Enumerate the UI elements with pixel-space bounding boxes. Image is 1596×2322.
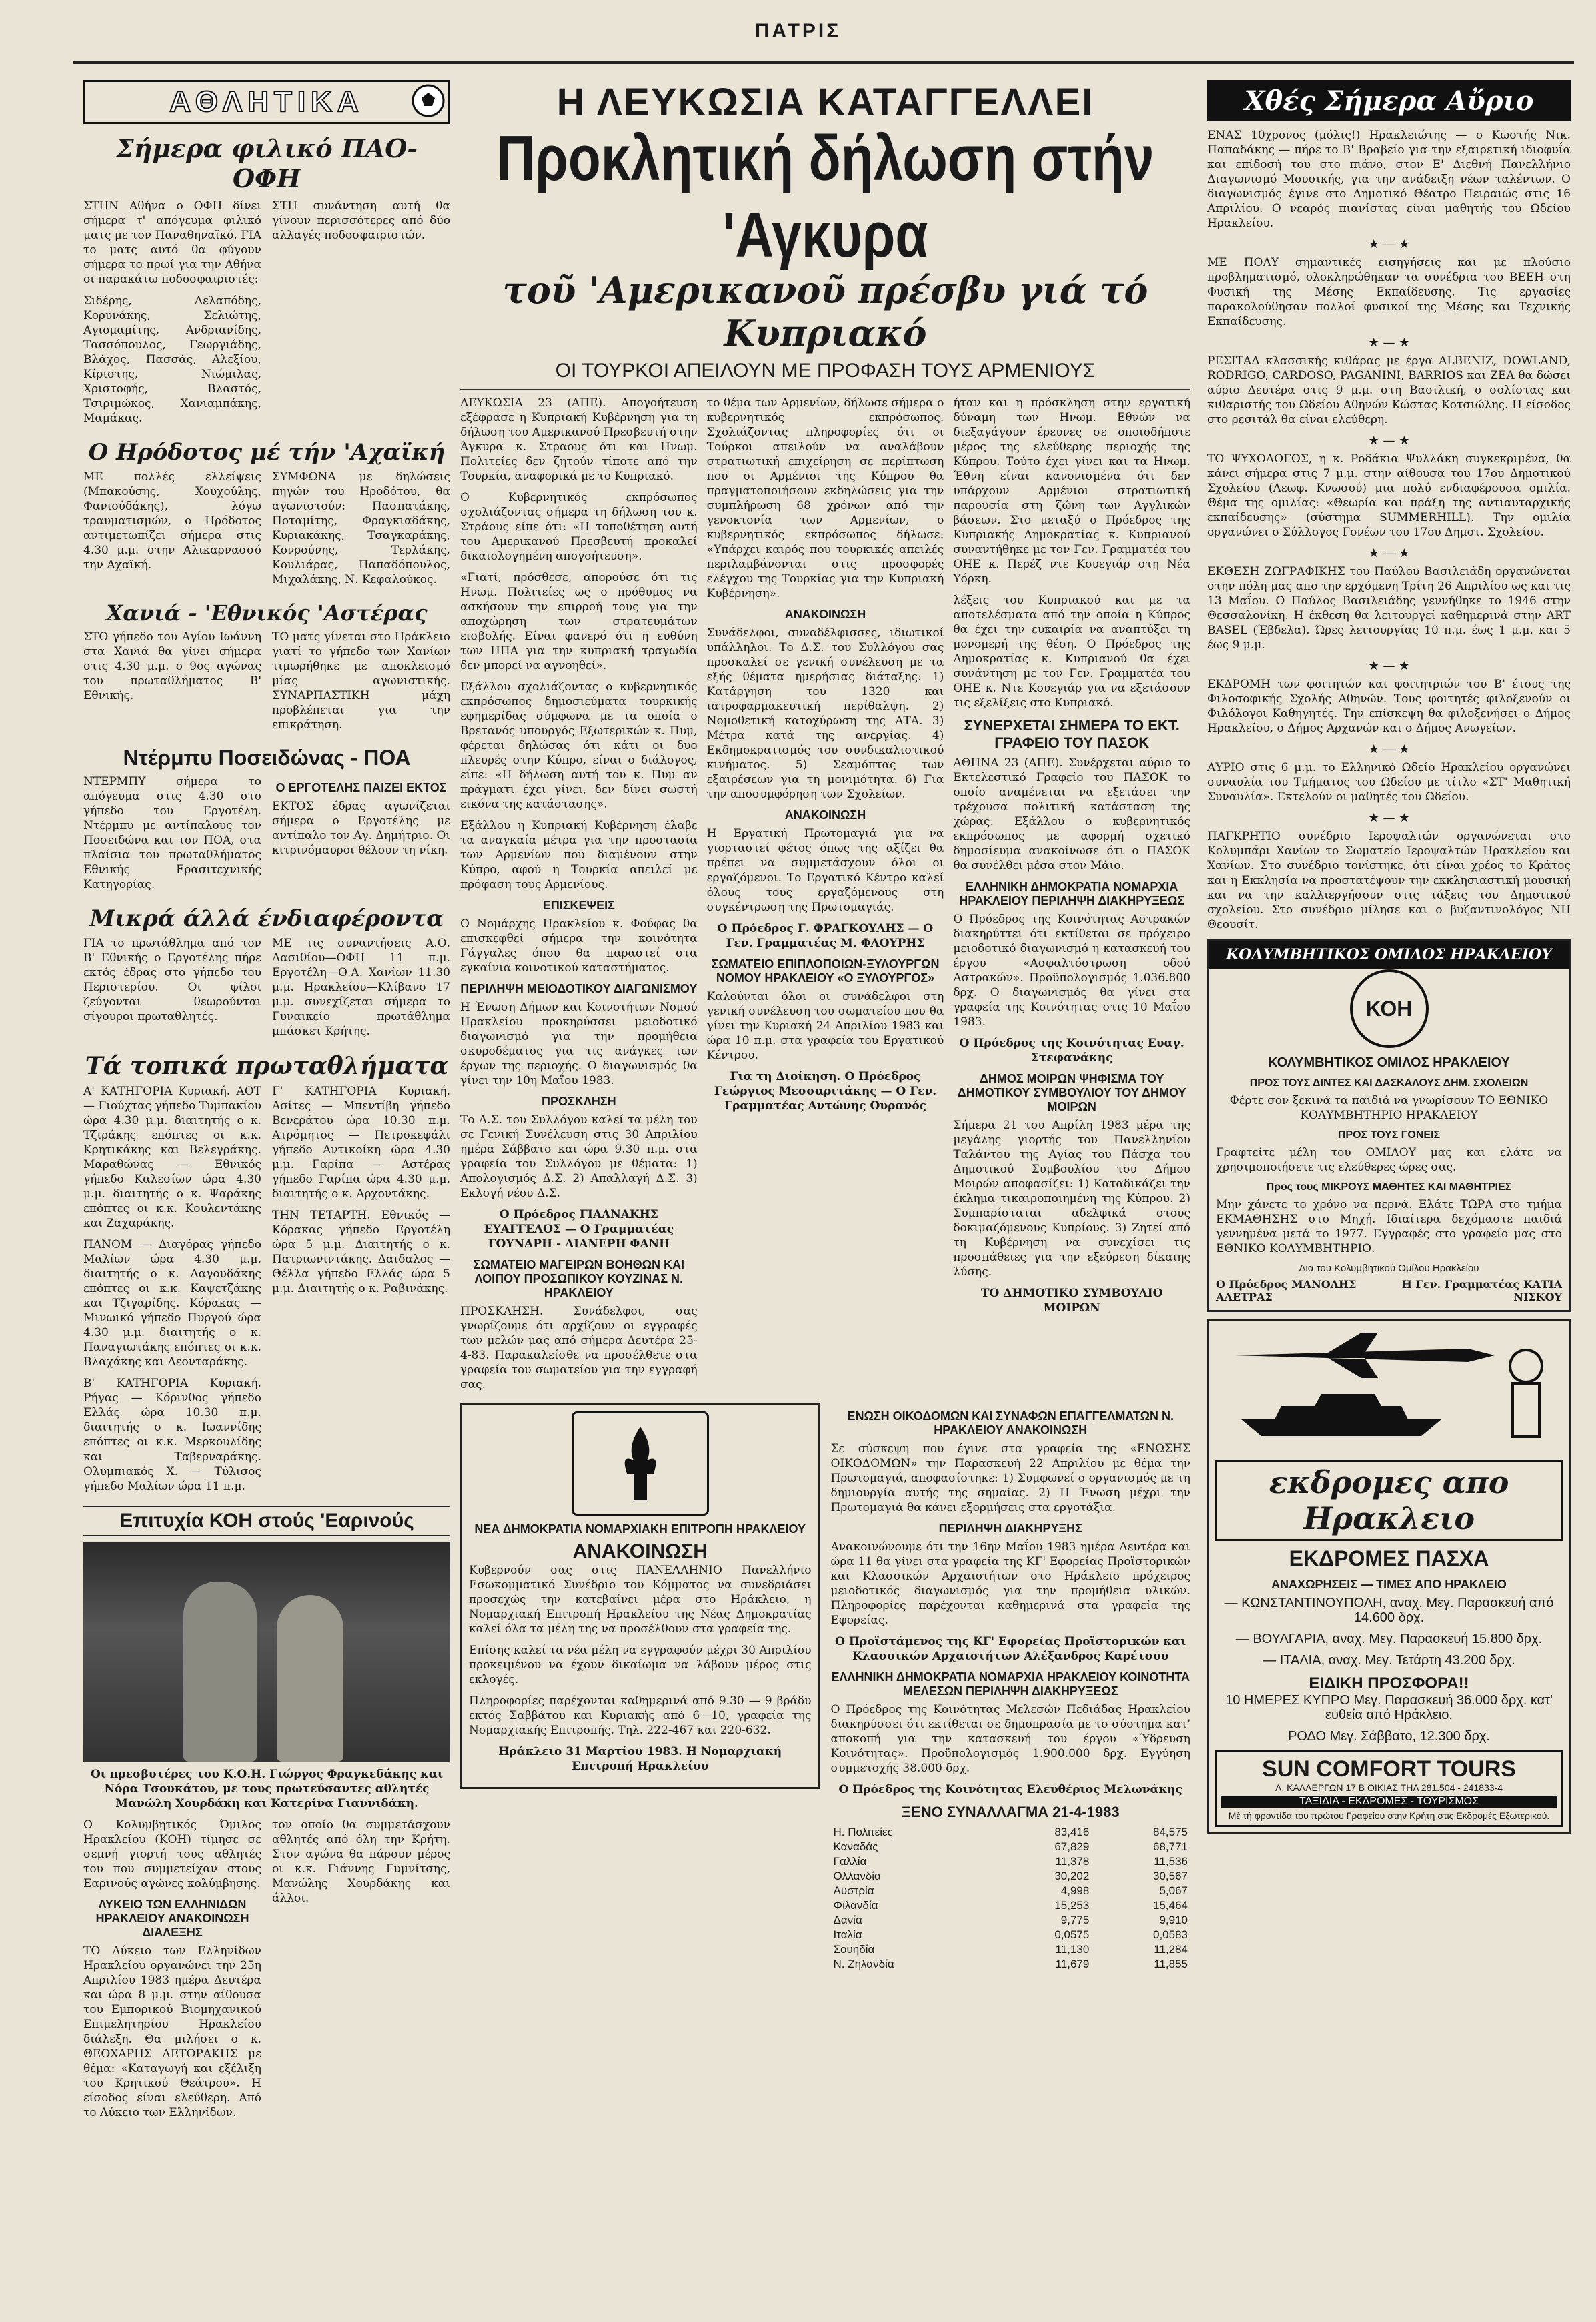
main-headline: Προκλητική δήλωση στήν 'Αγκυρα: [496, 122, 1154, 271]
fx-row: [831, 1928, 1191, 1942]
oikodomon-text: Σε σύσκεψη που έγινε στα γραφεία της «ΕΝΩΣΗΣ ΟΙΚΟΔΟΜΩΝ» την Παρασκευή 22 Απριλίου με θέμα την Πρωτομαγιά, αποφασίστηκε: 1) Συμφωνεί ο οργανισμός με τη δημιουργία αυτής της σημαίας. 2) Η Ένωση μέχρι την Πρωτομαγιά θα κάνει εξορμήσεις στα εργοτάξια.: [830, 1442, 1190, 1514]
oikodomon-heading: ΕΝΩΣΗ ΟΙΚΟΔΟΜΩΝ ΚΑΙ ΣΥΝΑΦΩΝ ΕΠΑΓΓΕΛΜΑΤΩΝ Ν. ΗΡΑΚΛΕΙΟΥ ΑΝΑΚΟΙΝΩΣΗ: [847, 1409, 1174, 1437]
nomarxia1-signature: Ο Πρόεδρος της Κοινότητας Ευαγ. Στεφανάκης: [959, 1037, 1184, 1065]
koh-logo-text: ΚΟΗ: [1365, 996, 1413, 1021]
airplane-icon: [1228, 1329, 1508, 1382]
fx-currency: Αυστρία: [833, 1884, 874, 1897]
masthead: ΠΑΤΡΙΣ: [754, 20, 842, 42]
dimos-signature: ΤΟ ΔΗΜΟΤΙΚΟ ΣΥΜΒΟΥΛΙΟ ΜΟΙΡΩΝ: [980, 1287, 1163, 1315]
topika-text-1: Α' ΚΑΤΗΓΟΡΙΑ Κυριακή. ΑΟΤ — Γιούχτας γήπεδο Τυμπακίου ώρα 4.30 μ.μ. διαιτητής ο κ. Τζιράκης επόπτες οι κ.κ. Κρητικάκης και Βελεγράκης. Μαραθώνας — Εθνικός γήπεδο Καλεσίων ώρα 4.30 μ.μ. διαιτητής ο κ. Ψαράκης επόπτες οι κ.κ. Κουλεντάκης και Ζαχαράκης.: [83, 1085, 261, 1230]
perihlipsi-text: Η Ένωση Δήμων και Κοινοτήτων Νομού Ηρακλείου προκηρύσσει μειοδοτικό διαγωνισμό για την προμήθεια σκυροδέματος για τις ανάγκες των έργων της περιοχής. Ο διαγωνισμός θα γίνει την 10η Μαΐου 1983.: [460, 1001, 698, 1087]
top-rule: [73, 61, 1574, 64]
fx-currency: Η. Πολιτείες: [833, 1826, 893, 1838]
chania-text-1: ΣΤΟ γήπεδο του Αγίου Ιωάννη στα Χανιά θα γίνει σήμερα στις 4.30 μ.μ. ο 9ος αγώνας του πρωταθλήματος Β' Εθνικής.: [83, 630, 261, 702]
fx-row: [831, 1898, 1191, 1913]
fx-row: [831, 1913, 1191, 1928]
lead-text-2: Ο Κυβερνητικός εκπρόσωπος σχολιάζοντας σήμερα τη δήλωση του κ. Στράους είπε ότι: «Η τοποθέτηση αυτή του Αμερικανού Πρεσβευτή προκαλεί δικαιολογημένη απογοήτευση».: [460, 491, 698, 563]
nomarxia1-heading: ΕΛΛΗΝΙΚΗ ΔΗΜΟΚΡΑΤΙΑ ΝΟΜΑΡΧΙΑ ΗΡΑΚΛΕΙΟΥ ΠΕΡΙΛΗΨΗ ΔΙΑΚΗΡΥΞΕΩΣ: [959, 880, 1185, 907]
dilosi-text-2: λέξεις του Κυπριακού και με τα αποτελέσματα από την οποία η Κύπρος θα έχει την ευκαιρία να αναπτύξει τη μονομερή της θέση. Ο Πρόεδρος της Δημοκρατίας κ. Κυπριανού θα έχει συνάντηση με τον Γεν. Γραμματέα του ΟΗΕ κ. Ντε Κουεγιάρ για να εξετάσουν τις εξελίξεις στο Κυπριακό.: [953, 594, 1191, 710]
fx-currency: Ν. Ζηλανδία: [833, 1958, 894, 1970]
koh-text: Ο Κολυμβητικός Όμιλος Ηρακλείου (ΚΟΗ) τίμησε σε σεμνή γιορτή τους αθλητές του που συμμετείχαν στους Εαρινούς αγώνες κολύμβησης.: [83, 1818, 261, 1890]
tour-line-1: — ΚΩΝΣΤΑΝΤΙΝΟΥΠΟΛΗ, αναχ. Μεγ. Παρασκευή από 14.600 δρχ.: [1224, 1596, 1554, 1625]
koh-ad-text-1: Φέρτε σον ξεκινά τα παιδιά να γνωρίσουν ΤΟ ΕΘΝΙΚΟ ΚΟΛΥΜΒΗΤΗΡΙΟ ΗΡΑΚΛΕΙΟΥ: [1229, 1094, 1549, 1122]
fx-sell: 30,567: [1153, 1870, 1188, 1882]
nomarxia2-heading: ΕΛΛΗΝΙΚΗ ΔΗΜΟΚΡΑΤΙΑ ΝΟΜΑΡΧΙΑ ΗΡΑΚΛΕΙΟΥ ΚΟΙΝΟΤΗΤΑ ΜΕΛΕΣΩΝ ΠΕΡΙΛΗΨΗ ΔΙΑΚΗΡΥΞΕΩΣ: [831, 1670, 1190, 1698]
main-deck: ΟΙ ΤΟΥΡΚΟΙ ΑΠΕΙΛΟΥΝ ΜΕ ΠΡΟΦΑΣΗ ΤΟΥΣ ΑΡΜΕΝΙΟΥΣ: [555, 360, 1096, 382]
synercheitai-text: ΑΘΗΝΑ 23 (ΑΠΕ). Συνέρχεται αύριο το Εκτελεστικό Γραφείο του ΠΑΣΟΚ το οποίο αναμένεται να εξετάσει την τρέχουσα πολιτική κατάσταση της χώρας. Εξάλλου ο κυβερνητικός εκπρόσωπος με αφορμή σχετικό δημοσίευμα ανακοίνωσε ότι ο ΠΑΣΟΚ θα συνέλθει μέσα στον Μάιο.: [953, 756, 1191, 873]
chronicle-banner-text: Χθές Σήμερα Αὔριο: [1244, 85, 1534, 117]
lykeio-text: ΤΟ Λύκειο των Ελληνίδων Ηρακλείου οργανώνει την 25η Απριλίου 1983 ημέρα Δευτέρα και ώρα 8 μ.μ. στην αίθουσα του Εμπορικού Βιομηχανικού Επιμελητηρίου Ηρακλείου διάλεξη. Θα μιλήσει ο κ. ΘΕΟΧΑΡΗΣ ΔΕΤΟΡΑΚΗΣ με θέμα: «Καταγωγή και εξέλιξη του Κρητικού Θεάτρου». Η είσοδος είναι ελεύθερη. Από το Λύκειο των Ελληνίδων.: [83, 1944, 261, 2119]
somateio2-signature: Για τη Διοίκηση. Ο Πρόεδρος Γεώργιος Μεσσαριτάκης — Ο Γεν. Γραμματέας Αντώνης Ουρανός: [714, 1070, 937, 1113]
koh-ad: [1207, 939, 1571, 1312]
column-main: [460, 80, 1190, 1972]
koh-ad-sub-1: ΠΡΟΣ ΤΟΥΣ ΔΙΝΤΕΣ ΚΑΙ ΔΑΣΚΑΛΟΥΣ ΔΗΜ. ΣΧΟΛΕΙΩΝ: [1249, 1077, 1529, 1089]
mascot-icon: [1493, 1346, 1559, 1453]
prosklisi-text: Το Δ.Σ. του Συλλόγου καλεί τα μέλη του σε Γενική Συνέλευση στις 30 Απριλίου ημέρα Σάββατο και ώρα 9.30 π.μ. στα γραφεία του Συλλόγου με θέματα: 1) Απολογισμός Δ.Σ. 2) Απαλλαγή Δ.Σ. 3) Εκλογή νέου Δ.Σ.: [460, 1113, 698, 1200]
fx-buy: 30,202: [1054, 1870, 1090, 1882]
tour-bar: ΤΑΞΙΔΙΑ - ΕΚΔΡΟΜΕΣ - ΤΟΥΡΙΣΜΟΣ: [1221, 1796, 1557, 1808]
dilosi-text-1: ήταν και η πρόσκληση στην εργατική δύναμη των Ηνωμ. Εθνών να διεξαγάγουν έρευνες σε οποιοδήποτε μέρος της ελεύθερης περιοχής της Κύπρου. Τούτο έχει γίνει και τα Ηνωμ. Έθνη είναι κανονισμένα ότι δεν υπάρχουν Αρμένιοι στρατιωτική παρουσία στη ζώνη των Αγγλικών βάσεων. Στο μεταξύ ο Πρόεδρος της Κυπριακής Δημοκρατίας κ. Κυπριανού συναντήθηκε με τον Γεν. Γραμματέα του ΟΗΕ κ. Περέζ ντε Κουεγιάρ στη Νέα Υόρκη.: [953, 396, 1191, 586]
perilipsi2-signature: Ο Προϊστάμενος της ΚΓ' Εφορείας Προϊστορικών και Κλασσικών Αρχαιοτήτων Αλέξανδρος Καρέτσου: [835, 1635, 1186, 1663]
koh-ad-signature-2: Η Γεν. Γραμματέας ΚΑΤΙΑ ΝΙΣΚΟΥ: [1401, 1278, 1562, 1303]
column-chronicle: [1207, 80, 1571, 1834]
lykeio-text-2: τον οποίο θα συμμετάσχουν αθλητές από όλη την Κρήτη. Στον αγώνα θα πάρουν μέρος οι κ.κ. Γιάννης Γυμνίτσης, Μανώλης Χουρδάκης και άλλοι.: [272, 1818, 450, 1905]
lead-text-6: το θέμα των Αρμενίων, δήλωσε σήμερα ο κυβερνητικός εκπρόσωπος. Σχολιάζοντας πληροφορίες ότι οι Τούρκοι απειλούν να αναλάβουν στρατιωτική επιχείρηση σε περίπτωση που οι Αρμένιοι της Κύπρου θα πραγματοποιήσουν εκδηλώσεις για την συμπλήρωση 68 χρόνων από την γενοκτονία των Αρμενίων, ο κυβερνητικός εκπρόσωπος δήλωσε: «Υπάρχει καιρός που τουρκικές απειλές περιλαμβάνονται στις προσφορές ελέγχου της Τουρκίας για την Κυπριακή Κυβέρνηση».: [706, 396, 944, 600]
fx-currency: Δανία: [833, 1914, 862, 1926]
tour-ad: [1207, 1319, 1571, 1834]
chania-text-2: ΤΟ ματς γίνεται στο Ηράκλειο γιατί το γήπεδο των Χανίων τιμωρήθηκε με αποκλεισμό μίας αγωνιστικής. ΣΥΝΑΡΠΑΣΤΙΚΗ μάχη προβλέπεται για την επικράτηση.: [272, 630, 450, 732]
koh-ad-signature-heading: Δια του Κολυμβητικού Ομίλου Ηρακλείου: [1299, 1263, 1479, 1274]
topika-text-2: ΠΑΝΟΜ — Διαγόρας γήπεδο Μαλίων ώρα 4.30 μ.μ. διαιτητής ο κ. Λαγουδάκης επόπτες οι κ.κ. Καψετζάκης και Τζιγαρίδης. Κόρακας — Μινωικό γήπεδο Πυργού ώρα 4.30 μ.μ. διαιτητής ο κ. Παναγιωτάκης επόπτες οι κ.κ. Βλαχάκης και Λεονταράκης.: [83, 1238, 261, 1369]
synercheitai-heading: ΣΥΝΕΡΧΕΤΑΙ ΣΗΜΕΡΑ ΤΟ ΕΚΤ. ΓΡΑΦΕΙΟ ΤΟΥ ΠΑΣΟΚ: [964, 717, 1180, 751]
anak2-text: Η Εργατική Πρωτομαγιά για να γιορταστεί φέτος όπως της αξίζει θα πρέπει να συμμετάσχουν όλοι οι εργαζόμενοι. Το Εργατικό Κέντρο καλεί όλους τους εργαζόμενους στη συγκέντρωση της Πρωτομαγιάς.: [706, 827, 944, 914]
headline-ntermpi: Ντέρμπυ Ποσειδώνας - ΠΟΑ: [123, 746, 411, 770]
fx-sell: 5,067: [1159, 1884, 1188, 1897]
nomarxia2-text: Ο Πρόεδρος της Κοινότητας Μελεσών Πεδιάδας Ηρακλείου διακηρύσσει ότι εκτίθεται σε δημοπρασία με το σύστημα κατ' αποκοπή για την κατασκευή του έργου «Ύδρευση Κοινότητας». Προϋπολογισμός 1.900.000 δρχ. Εγγύηση συμμετοχής 38.000 δρχ.: [830, 1703, 1190, 1775]
mikra-text-1: ΓΙΑ το πρωτάθλημα από τον Β' Εθνικής ο Εργοτέλης πήρε εκτός έδρας στο γήπεδο του Περιστερίου. Οι φίλοι ζεύγονται θεωρούνται σίγουροι πρωταθλητές.: [83, 937, 261, 1023]
fx-buy: 11,679: [1055, 1958, 1090, 1970]
ergoteles-text: ΕΚΤΟΣ έδρας αγωνίζεται σήμερα ο Εργοτέλης με αντίπαλο τον Αγ. Δημήτριο. Οι κιτρινόμαυροι θέλουν τη νίκη.: [272, 800, 450, 857]
fx-sell: 84,575: [1153, 1826, 1188, 1838]
divider-stars: ★ — ★: [1368, 434, 1410, 448]
chronicle-text-1: ΕΝΑΣ 10χρονος (μόλις!) Ηρακλειώτης — ο Κωστής Νικ. Παπαδάκης — πήρε το Β' Βραβείο για την εξαιρετική ιδιοφυΐα και επίδοσή του στο πιάνο, στον Ε' Διεθνή Πανελλήνιο Διαγωνισμό Μουσικής, για την ανάδειξη νέων ταλέντων. Ο διαγωνισμός έγινε στο Δημοτικό Θέατρο Πειραιώς στις 16 Απριλίου. Ο νεαρός πιανίστας είναι μαθητής του Ωδείου Ηρακλείου.: [1207, 129, 1571, 230]
headline-pao-ofi: Σήμερα φιλικό ΠΑΟ-ΟΦΗ: [115, 133, 418, 193]
koh-photo: [83, 1542, 450, 1762]
nd-heading: ΝΕΑ ΔΗΜΟΚΡΑΤΙΑ ΝΟΜΑΡΧΙΑΚΗ ΕΠΙΤΡΟΠΗ ΗΡΑΚΛΕΙΟΥ: [474, 1522, 806, 1536]
fx-sell: 9,910: [1159, 1914, 1188, 1926]
nd-heading-2: ΑΝΑΚΟΙΝΩΣΗ: [572, 1540, 708, 1562]
koh-ad-text-2: Γραφτείτε μέλη του ΟΜΙΛΟΥ μας και ελάτε να χρησιμοποιήσετε τις ελεύθερες ώρες σας.: [1216, 1146, 1562, 1174]
tour-offer-2: ΡΟΔΟ Μεγ. Σάββατο, 12.300 δρχ.: [1288, 1729, 1490, 1744]
chronicle-text-6: ΕΚΔΡΟΜΗ των φοιτητών και φοιτητριών του Β' έτους της Φιλοσοφικής Σχολής Αθηνών. Τους φοιτητές φιλοξενούν οι Φιλόλογοι Καθηγητές. Την επίσκεψη θα φιλοξενήσει ο Δήμος Ηρακλείου, ο Δήμος Αρχανών και ο Δήμος Ανωγείων.: [1207, 678, 1571, 735]
mikra-text-2: ΜΕ τις συναντήσεις Α.Ο. Λασιθίου—ΟΦΗ 11 π.μ. Εργοτέλη—Ο.Α. Χανίων 11.30 μ.μ. Ηρακλείου—Κλίβανο 17 μ.μ. συνεχίζεται σήμερα το Γυναικείο πρωτάθλημα μπάσκετ Κρήτης.: [272, 937, 450, 1038]
tour-brand-box: [1215, 1750, 1563, 1827]
koh-ad-heading: ΚΟΛΥΜΒΗΤΙΚΟΣ ΟΜΙΛΟΣ ΗΡΑΚΛΕΙΟΥ: [1268, 1055, 1510, 1070]
headline-herodotos: Ο Ηρόδοτος μέ τήν 'Αχαϊκή: [88, 439, 446, 466]
koh-ad-signature-1: Ο Πρόεδρος ΜΑΝΟΛΗΣ ΑΛΕΤΡΑΣ: [1216, 1278, 1357, 1303]
tour-heading: ΕΚΔΡΟΜΕΣ ΠΑΣΧΑ: [1289, 1546, 1489, 1570]
koh-ad-sub-2: ΠΡΟΣ ΤΟΥΣ ΓΟΝΕΙΣ: [1337, 1129, 1441, 1141]
sports-banner: [83, 80, 450, 124]
main-subheadline: τοῦ 'Αμερικανοῦ πρέσβυ γιά τό Κυπριακό: [502, 269, 1148, 354]
fx-buy: 9,775: [1060, 1914, 1090, 1926]
main-rule: [460, 389, 1190, 390]
perilipsi2-text: Ανακοινώνουμε ότι την 16ην Μαΐου 1983 ημέρα Δευτέρα και ώρα 11 θα γίνει στα γραφεία της ΚΓ' Εφορείας Προϊστορικών και Κλασσικών Αρχαιοτήτων στο Ηράκλειο πρόχειρος μειοδοτικός διαγωνισμός για την προμήθεια υλικών. Πληροφορίες παρέχονται καθημερινά στα γραφεία της Εφορείας.: [830, 1540, 1190, 1627]
soccer-ball-icon: [411, 83, 446, 118]
divider-stars: ★ — ★: [1368, 237, 1410, 251]
photo-figure-right: [277, 1595, 343, 1762]
nd-text-3: Πληροφορίες παρέχονται καθημερινά από 9.30 — 9 βράδυ εκτός Σαββάτου και Κυριακής από 6—10, γραφεία της Νομαρχιακής Επιτροπής. Τηλ. 222-467 και 220-632.: [469, 1694, 812, 1737]
fx-sell: 15,464: [1153, 1899, 1188, 1912]
nd-logo: [572, 1411, 709, 1516]
topika-text-5: ΤΗΝ ΤΕΤΑΡΤΗ. Εθνικός — Κόρακας γήπεδο Εργοτέλη ώρα 5 μ.μ. Διαιτητής ο κ. Πατριωνιντάκης. Δαιδαλος — Θέλλα γήπεδο Ελλάς ώρα 5 μ.μ. Διαιτητής ο κ. Ραβινάκης.: [272, 1209, 450, 1295]
tour-address: Λ. ΚΑΛΛΕΡΓΩΝ 17 Β ΟΙΚΙΑΣ ΤΗΛ 281.504 - 241833-4: [1275, 1782, 1503, 1793]
koh-ad-banner-text: ΚΟΛΥΜΒΗΤΙΚΟΣ ΟΜΙΛΟΣ ΗΡΑΚΛΕΙΟΥ: [1226, 946, 1552, 963]
fx-sell: 11,536: [1154, 1855, 1188, 1868]
nd-signature: Ηράκλειο 31 Μαρτίου 1983. Η Νομαρχιακή Επιτροπή Ηρακλείου: [498, 1745, 782, 1773]
koh-ad-logo: [1209, 969, 1569, 1049]
pao-text-3: ΣΤΗ συνάντηση αυτή θα γίνουν περισσότερες από δύο αλλαγές ποδοσφαιριστών.: [272, 199, 450, 242]
divider-stars: ★ — ★: [1368, 811, 1410, 825]
ntermpi-text: ΝΤΕΡΜΠΥ σήμερα το απόγευμα στις 4.30 στο γήπεδο του Εργοτέλη. Ντέρμπυ με αντίπαλους τον Ποσειδώνα και τον ΠΟΑ, στα πλαίσια του πρωταθλήματος Εθνικής Ερασιτεχνικής Κατηγορίας.: [83, 775, 261, 891]
headline-mikra: Μικρά άλλά ένδιαφέροντα: [89, 905, 444, 932]
somateio1-heading: ΣΩΜΑΤΕΙΟ ΜΑΓΕΙΡΩΝ ΒΟΗΘΩΝ ΚΑΙ ΛΟΙΠΟΥ ΠΡΟΣΩΠΙΚΟΥ ΚΟΥΖΙΝΑΣ Ν. ΗΡΑΚΛΕΙΟΥ: [473, 1258, 685, 1299]
fx-buy: 11,378: [1055, 1855, 1090, 1868]
fx-row: [831, 1825, 1191, 1840]
anak2-signature: Ο Πρόεδρος Γ. ΦΡΑΓΚΟΥΛΗΣ — Ο Γεν. Γραμματέας Μ. ΦΛΟΥΡΗΣ: [717, 922, 934, 950]
fx-currency: Καναδάς: [833, 1840, 878, 1853]
somateio1-text: ΠΡΟΣΚΛΗΣΗ. Συνάδελφοι, σας γνωρίζουμε ότι αρχίζουν οι εγγραφές των μελών μας από σήμερα Δευτέρα 25-4-83. Παρακαλείσθε να προσέλθετε στα γραφεία του σωματείου για την εγγραφή σας.: [460, 1305, 698, 1391]
fx-currency: Σουηδία: [833, 1943, 875, 1956]
lead-text-4: Εξάλλου σχολιάζοντας ο κυβερνητικός εκπρόσωπος δημοσιεύματα τουρκικής εφημερίδας σύμφωνα με τα οποία ο Βρετανός υπουργός Εξωτερικών κ. Πυμ, φέρεται δηλώσας ότι κάτι οι δυο πλευρές στην Κύπρο, είναι ο διάλογος, είπε: «Η δήλωση αυτή του κ. Πυμ αν πράγματι έχει γίνει, δεν δίνει σωστή εικόνα της κατάστασης».: [460, 680, 698, 811]
fx-row: [831, 1840, 1191, 1854]
fx-buy: 67,829: [1054, 1840, 1090, 1853]
fx-table: [831, 1825, 1191, 1972]
fx-sell: 68,771: [1153, 1840, 1188, 1853]
tour-banner: εκδρομες απο Ηρακλειο: [1215, 1460, 1563, 1541]
fx-row: [831, 1942, 1191, 1957]
tour-offer: ΕΙΔΙΚΗ ΠΡΟΣΦΟΡΑ!!: [1309, 1674, 1469, 1692]
anak2-heading: ΑΝΑΚΟΙΝΩΣΗ: [784, 808, 866, 822]
herodotos-text-1: ΜΕ πολλές ελλείψεις (Μπακούσης, Χουχούλης, Φανιούδάκης), λόγω τραυματισμών, ο Ηρόδοτος αντιμετωπίζει σήμερα στις 4.30 μ.μ. στην Αλικαρνασσό την Αχαϊκή.: [83, 470, 261, 572]
pao-text-1: ΣΤΗΝ Αθήνα ο ΟΦΗ δίνει σήμερα τ' απόγευμα φιλικό ματς με τον Παναθηναϊκό. ΓΙΑ το ματς αυτό θα φύγουν σήμερα το πρωί για την Αθήνα οι παρακάτω ποδοσφαιριστές:: [83, 199, 261, 286]
koh-headline-box: [83, 1506, 450, 1536]
fx-currency: Γαλλία: [833, 1855, 867, 1868]
lead-text-1: ΛΕΥΚΩΣΙΑ 23 (ΑΠΕ). Απογοήτευση εξέφρασε η Κυπριακή Κυβέρνηση για τη δήλωση του Αμερικανού Πρεσβευτή στην Άγκυρα κ. Στραους ότι και Ηνωμ. Πολιτείες δεν ζητούν τίποτε από την Τουρκία, αναφορικά με το Κυπριακό.: [460, 396, 698, 483]
fx-currency: Ολλανδία: [833, 1870, 881, 1882]
perilipsi2-heading: ΠΕΡΙΛΗΨΗ ΔΙΑΚΗΡΥΞΗΣ: [938, 1522, 1082, 1535]
episkepseis-heading: ΕΠΙΣΚΕΨΕΙΣ: [542, 899, 615, 912]
fx-currency: Ιταλία: [833, 1928, 862, 1941]
lykeio-heading: ΛΥΚΕΙΟ ΤΩΝ ΕΛΛΗΝΙΔΩΝ ΗΡΑΚΛΕΙΟΥ ΑΝΑΚΟΙΝΩΣΗ ΔΙΑΛΕΞΗΣ: [95, 1898, 249, 1939]
nd-announcement-box: [460, 1403, 820, 1789]
koh-logo-circle: [1350, 969, 1429, 1048]
tour-line-3: — ΙΤΑΛΙΑ, αναχ. Μεγ. Τετάρτη 43.200 δρχ.: [1263, 1653, 1515, 1668]
ship-icon: [1241, 1386, 1455, 1439]
prosklisi-signature: Ο Πρόεδρος ΓΙΑΛΝΑΚΗΣ ΕΥΑΓΓΕΛΟΣ — Ο Γραμματέας ΓΟΥΝΑΡΗ - ΛΙΑΝΕΡΗ ΦΑΝΗ: [484, 1208, 674, 1251]
fx-buy: 4,998: [1060, 1884, 1090, 1897]
divider-stars: ★ — ★: [1368, 336, 1410, 350]
nomarxia1-text: Ο Πρόεδρος της Κοινότητας Αστρακών διακηρύττει ότι εκτίθεται σε πρόχειρο μειοδοτικό διαγωνισμό η κατασκευή του έργου «Ασφαλτόστρωση οδού Αστρακών». Προϋπολογισμός 1.036.800 δρχ. Ο διαγωνισμός θα γίνει στα γραφεία της Κοινότητας στις 10 Μαΐου 1983.: [953, 913, 1191, 1029]
somateio2-text: Καλούνται όλοι οι συνάδελφοι στη γενική συνέλευση του σωματείου που θα γίνει την Κυριακή 24 Απριλίου 1983 και ώρα 10 π.μ. στα γραφεία του Εργατικού Κέντρου.: [706, 990, 944, 1062]
nd-text-2: Επίσης καλεί τα νέα μέλη να εγγραφούν μέχρι 30 Απριλίου προκειμένου να έχουν δικαίωμα να λάβουν μέρος στις εκλογές.: [469, 1644, 812, 1686]
tour-footer: Μὲ τή φροντίδα του πρώτου Γραφείου στην Κρήτη στις Εκδρομές Εξωτερικού.: [1228, 1810, 1550, 1821]
tour-line-2: — ΒΟΥΛΓΑΡΙΑ, αναχ. Μεγ. Παρασκευή 15.800 δρχ.: [1235, 1632, 1543, 1646]
divider-stars: ★ — ★: [1368, 659, 1410, 673]
anak1-text: Συνάδελφοι, συναδέλφισσες, ιδιωτικοί υπάλληλοι. Το Δ.Σ. του Συλλόγου σας προσκαλεί σε γενική συνέλευση με τα εξής θέματα ημερήσιας διάταξης: 1) Κατάργηση του 1320 και ιατροφαρμακευτική περίθαλψη. 2) Νομοθετική κατοχύρωση της ΑΤΑ. 3) Μέτρα κατά της ανεργίας. 4) Εκδημοκρατισμός του συνδικαλιστικού κινήματος. 5) Σεαμόπτας των εξαιρέσεων για τη μονιμότητα. 6) Για την αποσυμφόρηση των Σχολείων.: [706, 626, 944, 801]
chronicle-text-3: ΡΕΣΙΤΑΛ κλασσικής κιθάρας με έργα ALBENIZ, DOWLAND, RODRIGO, CARDOSO, PAGANINI, BARRIOS και ZEA θα δώσει αύριο Δευτέρα στις 9 μ.μ. στη Βασιλική, ο σολίστας και κιθαριστής του Ωδείου Αθηνών Κώστας Κοτσιώλης. Η είσοδος στο ρεσιτάλ θα είναι ελεύθερη.: [1207, 354, 1571, 426]
fx-buy: 83,416: [1054, 1826, 1090, 1838]
pao-text-2: Σιδέρης, Δελαπόδης, Κορυνάκης, Σελιώτης, Αγιομαμίτης, Ανδριανίδης, Τασσόπουλος, Γεωργιάδης, Βλάχος, Πασσάς, Αλεξίου, Κίριστης, Νιώμιλας, Χριστοφής, Βλαστός, Τσιριμώκος, Χανιαμπάκης, Μαμάκας.: [83, 294, 261, 425]
chronicle-text-4: ΤΟ ΨΥΧΟΛΟΓΟΣ, η κ. Ροδάκια Ψυλλάκη συγκεκριμένα, θα κάνει σήμερα στις 7 μ.μ. στην αίθουσα του 17ου Δημοτικού Σχολείου (Λεωφ. Κνωσού) μια πολύ ενδιαφέρουσα ομιλία. Θέμα της ομιλίας: «Θεωρία και πράξη της αντιαυταρχικής εκπαίδευσης» (σύστημα SUMMERHILL). Την ομιλία οργανώνει ο Σύλλογος Γονέων του 17ου Δημοτ. Σχολείου.: [1207, 452, 1571, 539]
headline-topika: Τά τοπικά πρωταθλήματα: [85, 1052, 449, 1080]
fx-row: [831, 1884, 1191, 1898]
herodotos-text-2: ΣΥΜΦΩΝΑ με δηλώσεις πηγών του Ηροδότου, θα αγωνιστούν: Πασπατάκης, Ποταμίτης, Φραγκιαδάκης, Κυριακάκης, Τσαγκαράκης, Κονρούνης, Τερλάκης, Κουλιάρας, Παπαδόπουλος, Μιχαλάκης, Ν. Κεφαλούκος.: [272, 470, 450, 586]
chronicle-text-7: ΑΥΡΙΟ στις 6 μ.μ. το Ελληνικό Ωδείο Ηρακλείου οργανώνει συναυλία του Τμήματος του Ωδείου με τίτλο «ΣΤ' Μαθητική Συναυλία». Εκτελούν οι μαθητές του Ωδείου.: [1207, 761, 1571, 804]
perihlipsi-heading: ΠΕΡΙΛΗΨΗ ΜΕΙΟΔΟΤΙΚΟΥ ΔΙΑΓΩΝΙΣΜΟΥ: [460, 982, 698, 995]
tour-offer-1: 10 ΗΜΕΡΕΣ ΚΥΠΡΟ Μεγ. Παρασκευή 36.000 δρχ. κατ' ευθεία από Ηράκλειο.: [1225, 1693, 1553, 1722]
chronicle-banner: [1207, 80, 1571, 121]
nd-text-1: Κυβερνούν σας στις ΠΑΝΕΛΛΗΝΙΟ Πανελλήνιο Εσωκομματικό Συνέδριο του Κόμματος να συνεδριάσει προσεχώς την κατεβαίνει μέρα στο Ηράκλειο, η Νομαρχιακή Επιτροπή Ηρακλείου της Νέας Δημοκρατίας καλεί όλα τα μέλη της να προσέλθουν στα γραφεία της.: [469, 1564, 812, 1636]
fx-heading: ΞΕΝΟ ΣΥΝΑΛΛΑΓΜΑ 21-4-1983: [901, 1804, 1120, 1820]
fx-sell: 11,284: [1154, 1943, 1188, 1956]
fx-row: [831, 1869, 1191, 1884]
chronicle-text-5: ΕΚΘΕΣΗ ΖΩΓΡΑΦΙΚΗΣ του Παύλου Βασιλειάδη οργανώνεται στην πόλη μας απο την ερχόμενη Τρίτη 26 Απριλίου ως και τις 13 Μαΐου. Ο Παύλος Βασιλειάδης γεννήθηκε το 1946 στην Θεσσαλονίκη. Η έκθεση θα λειτουργεί καθημερινά στην ART BASEL (Έβδελα). Ώρες λειτουργίας 10 π.μ. έως 1 μ.μ. και 5 έως 9 μ.μ.: [1207, 565, 1571, 652]
lead-text-3: «Γιατί, πρόσθεσε, απορούσε ότι τις Ηνωμ. Πολιτείες ως ο πρόθυμος να ασκήσουν την επιρροή τους για την αποχώρηση των στρατευμάτων εισβολής. Είναι φανερό ότι η ευθύνη των ΗΠΑ για την κυπριακή τραγωδία δεν μπορεί να αγνοηθεί».: [460, 571, 698, 672]
fx-buy: 0,0575: [1054, 1928, 1090, 1941]
divider-stars: ★ — ★: [1368, 742, 1410, 756]
headline-koh: Επιτυχία ΚΟΗ στούς 'Εαρινούς: [119, 1510, 414, 1532]
koh-ad-sub-3: Προς τους ΜΙΚΡΟΥΣ ΜΑΘΗΤΕΣ ΚΑΙ ΜΑΘΗΤΡΙΕΣ: [1266, 1181, 1512, 1193]
ergoteles-heading: Ο ΕΡΓΟΤΕΛΗΣ ΠΑΙΖΕΙ ΕΚΤΟΣ: [275, 781, 447, 794]
chronicle-text-2: ΜΕ ΠΟΛΥ σημαντικές εισηγήσεις και με πλούσιο προβληματισμό, ολοκληρώθηκαν τα συνέδρια του ΒΕΕΗ στη Φυσική της Μέσης Εκπαίδευσης. Τις εργασίες παρακολούθησαν πολλοί φυσικοί της Μέσης και Τεχνικής Εκπαίδευσης.: [1207, 256, 1571, 328]
dimos-heading: ΔΗΜΟΣ ΜΟΙΡΩΝ ΨΗΦΙΣΜΑ ΤΟΥ ΔΗΜΟΤΙΚΟΥ ΣΥΜΒΟΥΛΙΟΥ ΤΟΥ ΔΗΜΟΥ ΜΟΙΡΩΝ: [957, 1072, 1186, 1113]
nomarxia2-signature: Ο Πρόεδρος της Κοινότητας Ελευθέριος Μελωνάκης: [838, 1783, 1183, 1796]
column-sports: [83, 80, 450, 2127]
anak1-heading: ΑΝΑΚΟΙΝΩΣΗ: [784, 608, 866, 621]
fx-sell: 0,0583: [1153, 1928, 1188, 1941]
tour-subheading: ΑΝΑΧΩΡΗΣΕΙΣ — ΤΙΜΕΣ ΑΠΟ ΗΡΑΚΛΕΙΟ: [1271, 1578, 1507, 1591]
fx-buy: 11,130: [1055, 1943, 1090, 1956]
koh-ad-banner: [1209, 941, 1569, 969]
tour-ad-art: [1215, 1326, 1563, 1460]
headline-chania: Χανιά - 'Εθνικός 'Αστέρας: [106, 600, 428, 626]
chronicle-text-8: ΠΑΓΚΡΗΤΙΟ συνέδριο Ιεροψαλτών οργανώνεται στο Κολυμπάρι Χανίων το Σωματείο Ιεροψαλτών Ηρακλείου και Χανίων. Στο συνέδριο τονίστηκε, ότι είναι χρέος το Κράτος και η Εκκλησία να προστατέψουν την εκκλησιαστική μουσική και να την καλλιεργήσουν στις τάξεις του Δημοτικού σχολείου. Στο συνέδριο μίλησε και ο βυζαντινολόγος ΝΗ Θεουσίτ.: [1207, 830, 1571, 931]
episkepseis-text: Ο Νομάρχης Ηρακλείου κ. Φούφας θα επισκεφθεί σήμερα την κοινότητα Γάγγαλες όπου θα παραστεί στα εγκαίνια κοινοτικού καταστήματος.: [460, 917, 698, 975]
topika-text-3: Β' ΚΑΤΗΓΟΡΙΑ Κυριακή. Ρήγας — Κόρινθος γήπεδο Ελλάς ώρα 10.30 π.μ. διαιτητής ο κ. Ιωαννίδης επόπτες οι κ.κ. Μερκουλίδης και Ταβερναράκης. Ολυμπιακός Χ. — Τύλισος γήπεδο Μαλίων ώρα 11 π.μ.: [83, 1377, 261, 1493]
somateio2-heading: ΣΩΜΑΤΕΙΟ ΕΠΙΠΛΟΠΟΙΩΝ-ΞΥΛΟΥΡΓΩΝ ΝΟΜΟΥ ΗΡΑΚΛΕΙΟΥ «Ο ΞΥΛΟΥΡΓΟΣ»: [711, 957, 940, 985]
fx-currency: Φιλανδία: [833, 1899, 878, 1912]
nd-torch-icon: [587, 1420, 694, 1507]
main-kicker: Η ΛΕΥΚΩΣΙΑ ΚΑΤΑΓΓΕΛΛΕΙ: [556, 81, 1094, 124]
tour-brand: SUN COMFORT TOURS: [1262, 1756, 1516, 1782]
topika-text-4: Γ' ΚΑΤΗΓΟΡΙΑ Κυριακή. Ασίτες — Μπεντίβη γήπεδο Βενεράτου ώρα 10.30 π.μ. Ατρόμητος — Πετροκεφάλι γήπεδο Αντικοίκη ώρα 4.30 μ.μ. Γαρίπα — Αστέρας γήπεδο Γαρίπα ώρα 4.30 μ.μ. διαιτητής ο κ. Αρχοντάκης.: [272, 1085, 450, 1201]
koh-ad-text-3: Μην χάνετε το χρόνο να περνά. Ελάτε ΤΩΡΑ στο τμήμα ΕΚΜΑΘΗΣΗΣ στο Μηχή. Ιδιαίτερα δεχόμαστε παιδιά γεννημένα μετά το 1977. Εγγραφές στο γραφείο μας στο ΕΘΝΙΚΟ ΚΟΛΥΜΒΗΤΗΡΙΟ.: [1216, 1198, 1562, 1255]
fx-row: [831, 1854, 1191, 1869]
fx-row: [831, 1957, 1191, 1972]
prosklisi-heading: ΠΡΟΣΚΛΗΣΗ: [542, 1095, 616, 1108]
lead-text-5: Εξάλλου η Κυπριακή Κυβέρνηση έλαβε τα αναγκαία μέτρα για την προστασία των Αρμενίων που διαμένουν στην Κύπρο, αφού η Τουρκία απειλεί με πρόφαση τους Αρμενίους.: [460, 819, 698, 891]
divider-stars: ★ — ★: [1368, 546, 1410, 560]
fx-sell: 11,855: [1154, 1958, 1188, 1970]
photo-figure-left: [183, 1582, 257, 1762]
dimos-text: Σήμερα 21 του Απρίλη 1983 μέρα της μεγάλης γιορτής του Πανελληνίου Ταλάντου της Αγίας του Πάσχα του Δημοτικού Συμβουλίου του Δήμου Μοιρών αποφασίζει: 1) Καταδικάζει την έκλημα τικαιροποιημένη της Κύπρου. 2) Συμπαρίσταται αδελφικά στους δοκιμαζόμενους Κυπρίους. 3) Ζητεί από τη Κυβέρνηση να συνεχίσει τις προσπάθειες για την εξεύρεση δίκαιης λύσης.: [953, 1119, 1191, 1279]
sports-banner-text: ΑΘΛΗΤΙΚΑ: [169, 85, 364, 118]
photo-caption: Οι πρεσβυτέρες του Κ.Ο.Η. Γιώργος Φραγκεδάκης και Νόρα Τσουκάτου, με τους πρωτεύσαντες αθλητές Μανώλη Χουρδάκη και Κατερίνα Γιαννιδάκη.: [90, 1768, 444, 1810]
fx-buy: 15,253: [1054, 1899, 1090, 1912]
